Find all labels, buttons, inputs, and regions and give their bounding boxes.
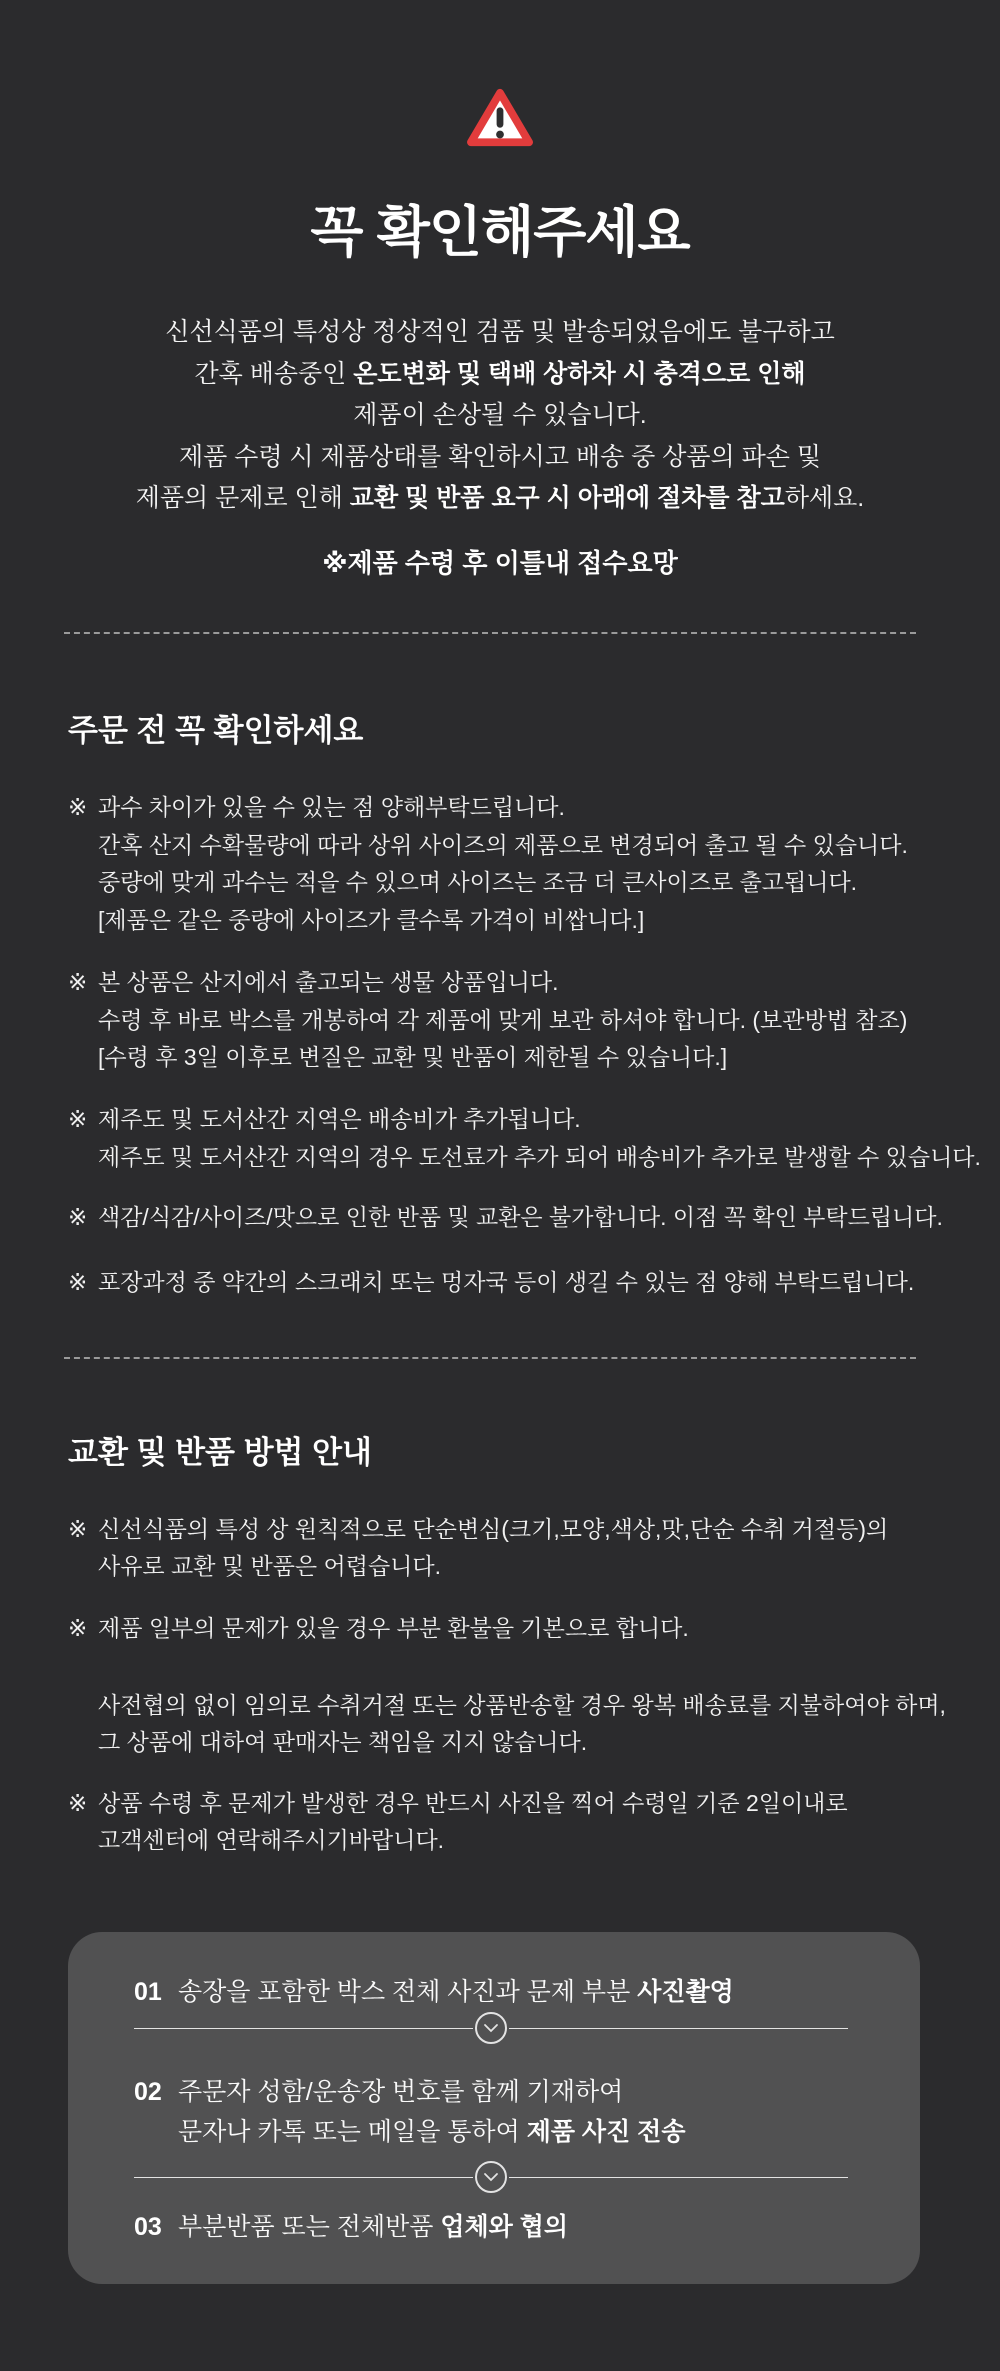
step-divider <box>134 2010 848 2046</box>
chevron-down-icon <box>475 2161 507 2193</box>
intro-line: 간혹 배송중인 온도변화 및 택배 상하차 시 충격으로 인해 <box>194 359 806 388</box>
divider-line <box>509 2177 848 2178</box>
notice-item: ※ 상품 수령 후 문제가 발생한 경우 반드시 사진을 찍어 수령일 기준 2일이내로 고객센터에 연락해주시기바랍니다. <box>68 1785 848 1859</box>
asterisk-marker: ※ <box>68 794 88 820</box>
asterisk-marker: ※ <box>68 1615 88 1641</box>
dashed-divider <box>64 1357 916 1359</box>
step-2: 02 주문자 성함/운송장 번호를 함께 기재하여 문자나 카톡 또는 메일을 통하여 제품 사진 전송 <box>134 2072 685 2152</box>
step-divider <box>134 2159 848 2195</box>
asterisk-marker: ※ <box>68 1204 88 1230</box>
asterisk-marker: ※ <box>68 1106 88 1132</box>
step-number: 01 <box>134 1978 162 2006</box>
notice-item: ※ 제주도 및 도서산간 지역은 배송비가 추가됩니다. 제주도 및 도서산간 지역의 경우 도선료가 추가 되어 배송비가 추가로 발생할 수 있습니다. <box>68 1101 981 1176</box>
notice-item: ※ 색감/식감/사이즈/맛으로 인한 반품 및 교환은 불가합니다. 이점 꼭 확인 부탁드립니다. <box>68 1199 943 1237</box>
divider-line <box>509 2028 848 2029</box>
notice-paragraph: 사전협의 없이 임의로 수취거절 또는 상품반송할 경우 왕복 배송료를 지불하여야 하며, 그 상품에 대하여 판매자는 책임을 지지 않습니다. <box>98 1692 946 1755</box>
intro-line: 신선식품의 특성상 정상적인 검품 및 발송되었음에도 불구하고 <box>165 318 835 346</box>
divider-line <box>134 2028 473 2029</box>
step-3: 03 부분반품 또는 전체반품 업체와 협의 <box>134 2207 568 2247</box>
step-number: 03 <box>134 2213 162 2241</box>
warning-triangle-icon <box>0 86 1000 150</box>
intro-line: 제품의 문제로 인해 교환 및 반품 요구 시 아래에 절차를 참고하세요. <box>135 484 865 512</box>
intro-paragraph <box>0 312 1000 520</box>
asterisk-marker: ※ <box>68 1516 88 1542</box>
step-number: 02 <box>134 2078 162 2106</box>
notice-item: ※ 제품 일부의 문제가 있을 경우 부분 환불을 기본으로 합니다. <box>68 1610 689 1647</box>
intro-line: 제품 수령 시 제품상태를 확인하시고 배송 중 상품의 파손 및 <box>178 442 822 471</box>
receipt-deadline-note: ※제품 수령 후 이틀내 접수요망 <box>322 548 678 578</box>
asterisk-marker: ※ <box>68 1790 88 1816</box>
intro-line: 제품이 손상될 수 있습니다. <box>353 401 647 429</box>
notice-item: ※ 본 상품은 산지에서 출고되는 생물 상품입니다. 수령 후 바로 박스를 개봉하여 각 제품에 맞게 보관 하셔야 합니다. (보관방법 참조) [수령 후 3일 이후로 변질은 교환 및 반품이 제한될 수 있습니다.] <box>68 964 907 1077</box>
notice-item: ※ 신선식품의 특성 상 원칙적으로 단순변심(크기,모양,색상,맛,단순 수취 거절등)의 사유로 교환 및 반품은 어렵습니다. <box>68 1511 888 1585</box>
dashed-divider <box>64 632 916 634</box>
section-heading-exchange-return: 교환 및 반품 방법 안내 <box>68 1435 372 1470</box>
step-1: 01 송장을 포함한 박스 전체 사진과 문제 부분 사진촬영 <box>134 1972 734 2012</box>
return-steps-box <box>68 1932 920 2284</box>
notice-item: ※ 포장과정 중 약간의 스크래치 또는 멍자국 등이 생길 수 있는 점 양해 부탁드립니다. <box>68 1264 914 1302</box>
notice-item: ※ 과수 차이가 있을 수 있는 점 양해부탁드립니다. 간혹 산지 수확물량에 따라 상위 사이즈의 제품으로 변경되어 출고 될 수 있습니다. 중량에 맞게 과수는 적을 수 있으며 사이즈는 조금 더 큰사이즈로 출고됩니다. [제품은 같은 중량에 사이즈가 클수록 가격이 비쌉니다.] <box>68 789 908 939</box>
chevron-down-icon <box>475 2012 507 2044</box>
asterisk-marker: ※ <box>68 969 88 995</box>
page-title: 꼭 확인해주세요 <box>310 201 690 263</box>
asterisk-marker: ※ <box>68 1269 88 1295</box>
section-heading-pre-order: 주문 전 꼭 확인하세요 <box>68 713 364 748</box>
divider-line <box>134 2177 473 2178</box>
